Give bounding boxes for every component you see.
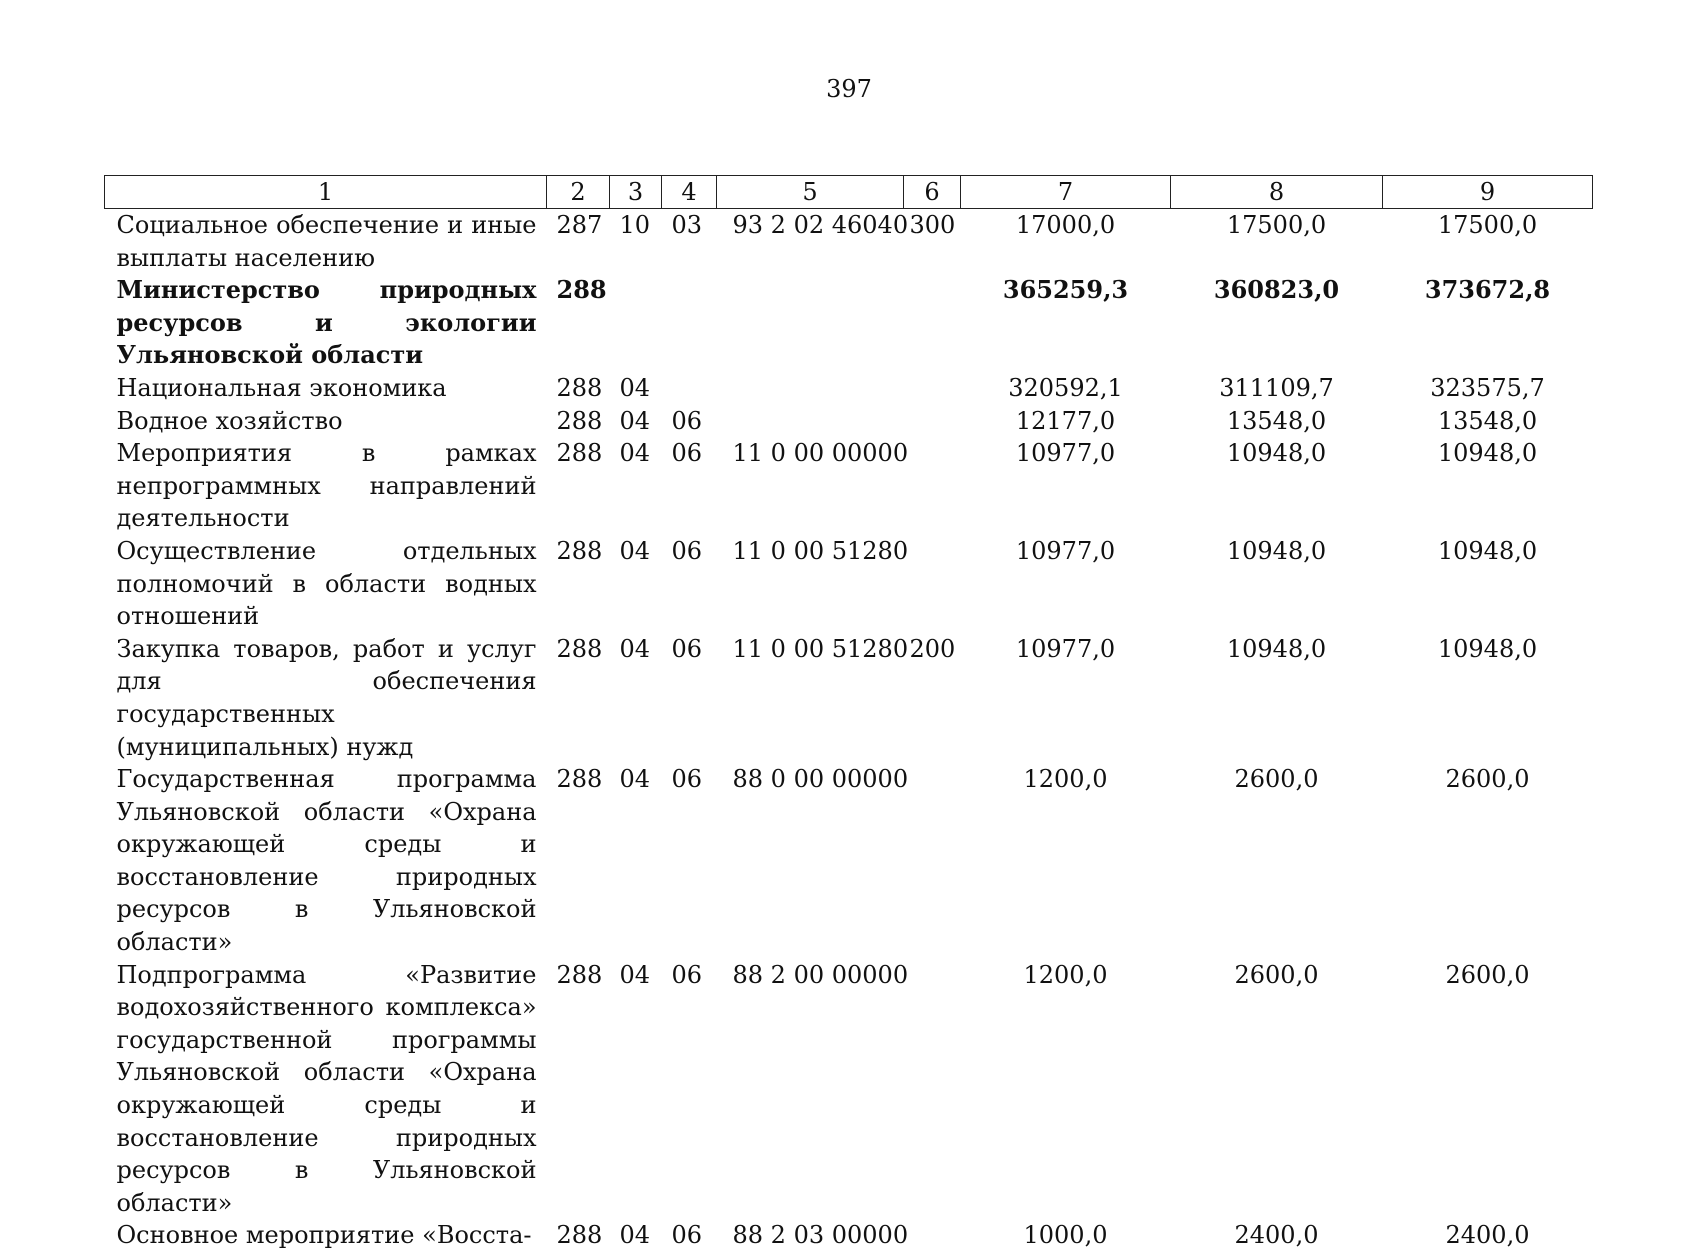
row-amount-col9: 10948,0: [1383, 535, 1593, 633]
row-code-expense-type: [904, 274, 961, 372]
row-code-target: 88 2 00 00000: [717, 959, 904, 1220]
row-amount-col7: 1000,0: [961, 1219, 1171, 1252]
row-code-section: 04: [610, 763, 662, 959]
row-code-section: 04: [610, 437, 662, 535]
row-code-subsection: 03: [662, 209, 717, 275]
row-code-target: [717, 372, 904, 405]
row-code-target: 11 0 00 51280: [717, 535, 904, 633]
budget-table: [104, 175, 1593, 1252]
row-amount-col8: 2600,0: [1171, 959, 1383, 1220]
row-code-ministry: 287: [547, 209, 610, 275]
table-row: [105, 437, 1593, 535]
row-code-ministry: 288: [547, 372, 610, 405]
row-code-expense-type: 200: [904, 633, 961, 763]
table-row: [105, 209, 1593, 275]
row-code-section: 10: [610, 209, 662, 275]
row-amount-col7: 1200,0: [961, 763, 1171, 959]
row-amount-col7: 12177,0: [961, 405, 1171, 438]
row-amount-col8: 10948,0: [1171, 633, 1383, 763]
row-amount-col8: 17500,0: [1171, 209, 1383, 275]
row-code-expense-type: 300: [904, 209, 961, 275]
row-name: Закупка товаров, работ и услуг для обеспечения государственных (муниципальных) нужд: [105, 633, 547, 763]
row-amount-col7: 10977,0: [961, 535, 1171, 633]
row-code-section: [610, 274, 662, 372]
row-code-ministry: 288: [547, 405, 610, 438]
table-row: [105, 633, 1593, 763]
header-col-3: 3: [610, 176, 662, 209]
row-code-section: 04: [610, 372, 662, 405]
row-code-expense-type: [904, 959, 961, 1220]
row-name: Государственная программа Ульяновской области «Охрана окружающей среды и восстановление природных ресурсов в Ульяновской области»: [105, 763, 547, 959]
row-code-ministry: 288: [547, 633, 610, 763]
table-row: [105, 763, 1593, 959]
row-code-expense-type: [904, 763, 961, 959]
row-code-expense-type: [904, 405, 961, 438]
page-number: 397: [0, 74, 1698, 104]
row-code-ministry: 288: [547, 763, 610, 959]
row-amount-col7: 17000,0: [961, 209, 1171, 275]
row-code-target: [717, 274, 904, 372]
table-row: [105, 274, 1593, 372]
row-amount-col8: 10948,0: [1171, 437, 1383, 535]
row-code-target: 93 2 02 46040: [717, 209, 904, 275]
row-amount-col8: 13548,0: [1171, 405, 1383, 438]
row-amount-col9: 2400,0: [1383, 1219, 1593, 1252]
row-code-ministry: 288: [547, 959, 610, 1220]
row-amount-col8: 2400,0: [1171, 1219, 1383, 1252]
row-code-target: [717, 405, 904, 438]
row-code-expense-type: [904, 535, 961, 633]
row-amount-col9: 13548,0: [1383, 405, 1593, 438]
header-col-1: 1: [105, 176, 547, 209]
row-code-expense-type: [904, 372, 961, 405]
table-row: [105, 959, 1593, 1220]
row-code-subsection: 06: [662, 1219, 717, 1252]
table-row: [105, 535, 1593, 633]
row-amount-col9: 17500,0: [1383, 209, 1593, 275]
row-code-ministry: 288: [547, 437, 610, 535]
row-amount-col9: 323575,7: [1383, 372, 1593, 405]
row-code-subsection: 06: [662, 405, 717, 438]
row-name: Осуществление отдельных полномочий в области водных отношений: [105, 535, 547, 633]
header-col-4: 4: [662, 176, 717, 209]
row-amount-col8: 10948,0: [1171, 535, 1383, 633]
row-amount-col7: 10977,0: [961, 633, 1171, 763]
row-name: Водное хозяйство: [105, 405, 547, 438]
row-amount-col8: 311109,7: [1171, 372, 1383, 405]
row-code-section: 04: [610, 959, 662, 1220]
row-code-subsection: 06: [662, 763, 717, 959]
header-col-5: 5: [717, 176, 904, 209]
header-row: [105, 176, 1593, 209]
table-row: [105, 405, 1593, 438]
row-code-subsection: 06: [662, 437, 717, 535]
row-amount-col7: 10977,0: [961, 437, 1171, 535]
row-code-section: 04: [610, 633, 662, 763]
row-code-target: 11 0 00 00000: [717, 437, 904, 535]
row-amount-col9: 10948,0: [1383, 633, 1593, 763]
row-name: Министерство природных ресурсов и экологии Ульяновской области: [105, 274, 547, 372]
row-amount-col8: 360823,0: [1171, 274, 1383, 372]
row-code-ministry: 288: [547, 1219, 610, 1252]
row-name: Социальное обеспечение и иные выплаты населению: [105, 209, 547, 275]
row-code-ministry: 288: [547, 535, 610, 633]
row-amount-col7: 1200,0: [961, 959, 1171, 1220]
header-col-9: 9: [1383, 176, 1593, 209]
row-amount-col9: 2600,0: [1383, 959, 1593, 1220]
row-code-subsection: [662, 274, 717, 372]
table-header: [105, 176, 1593, 209]
row-code-target: 88 2 03 00000: [717, 1219, 904, 1252]
header-col-7: 7: [961, 176, 1171, 209]
row-code-section: 04: [610, 1219, 662, 1252]
row-code-section: 04: [610, 405, 662, 438]
row-amount-col7: 365259,3: [961, 274, 1171, 372]
header-col-2: 2: [547, 176, 610, 209]
row-code-subsection: [662, 372, 717, 405]
row-amount-col9: 373672,8: [1383, 274, 1593, 372]
row-amount-col8: 2600,0: [1171, 763, 1383, 959]
row-name: Основное мероприятие «Восста-: [105, 1219, 547, 1252]
row-name: Подпрограмма «Развитие водохозяйственного комплекса» государственной программы Ульяновской области «Охрана окружающей среды и восстановление природных ресурсов в Ульяновской области»: [105, 959, 547, 1220]
row-code-target: 11 0 00 51280: [717, 633, 904, 763]
row-code-subsection: 06: [662, 535, 717, 633]
row-amount-col9: 2600,0: [1383, 763, 1593, 959]
row-name: Мероприятия в рамках непрограммных направлений деятельности: [105, 437, 547, 535]
row-code-expense-type: [904, 437, 961, 535]
row-amount-col9: 10948,0: [1383, 437, 1593, 535]
row-code-subsection: 06: [662, 959, 717, 1220]
row-code-target: 88 0 00 00000: [717, 763, 904, 959]
row-code-section: 04: [610, 535, 662, 633]
row-code-expense-type: [904, 1219, 961, 1252]
row-code-ministry: 288: [547, 274, 610, 372]
table-row: [105, 1219, 1593, 1252]
table-body: [105, 209, 1593, 1252]
row-code-subsection: 06: [662, 633, 717, 763]
header-col-8: 8: [1171, 176, 1383, 209]
header-col-6: 6: [904, 176, 961, 209]
row-amount-col7: 320592,1: [961, 372, 1171, 405]
table-row: [105, 372, 1593, 405]
row-name: Национальная экономика: [105, 372, 547, 405]
